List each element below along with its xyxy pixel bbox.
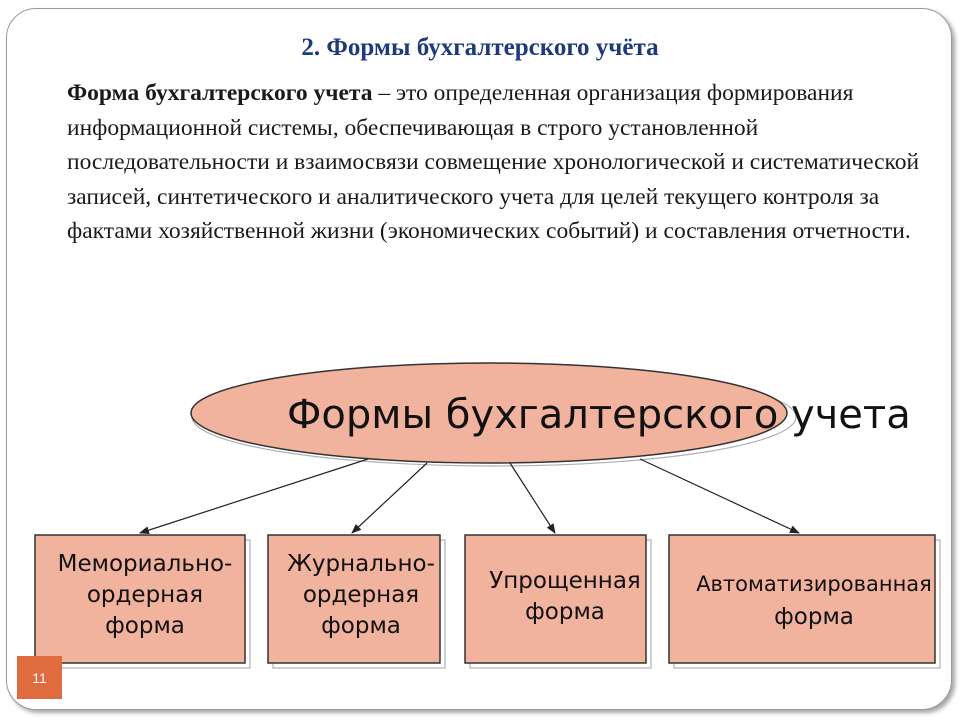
box-label-line: форма (525, 599, 605, 625)
arrow-to-memorial-order (140, 459, 368, 533)
box-label-journal-order (275, 549, 447, 642)
box-label-line: форма (774, 604, 854, 630)
box-label-line: форма (105, 613, 185, 639)
page-number-badge: 11 (17, 656, 62, 699)
box-label-simplified (470, 566, 660, 628)
definition-text: – это определенная организация формирования информационной системы, обеспечивающая в строго установленной последовательности и взаимосвязи совмещение хронологической и систематической записей, синтетического и аналитического учета для целей текущего контроля за фактами хозяйственной жизни (экономических событий) и составления отчетности. (67, 80, 920, 244)
slide-title: 2. Формы бухгалтерского учёта (301, 34, 659, 61)
arrow-to-journal-order (352, 463, 427, 533)
box-label-line: Журнально- (287, 551, 435, 577)
box-label-line: форма (321, 613, 401, 639)
arrow-to-automated (640, 459, 799, 533)
box-label-line: Автоматизированная (696, 572, 932, 596)
box-label-automated (674, 568, 954, 634)
definition-term: Форма бухгалтерского учета (67, 80, 373, 106)
arrow-to-simplified (510, 463, 555, 533)
box-label-memorial-order (40, 549, 250, 642)
box-label-line: Мемориально- (57, 551, 233, 577)
box-label-line: Упрощенная (489, 568, 641, 594)
root-label: Формы бухгалтерского учета (287, 392, 911, 438)
box-label-line: ордерная (86, 582, 204, 608)
box-label-line: ордерная (302, 582, 420, 608)
